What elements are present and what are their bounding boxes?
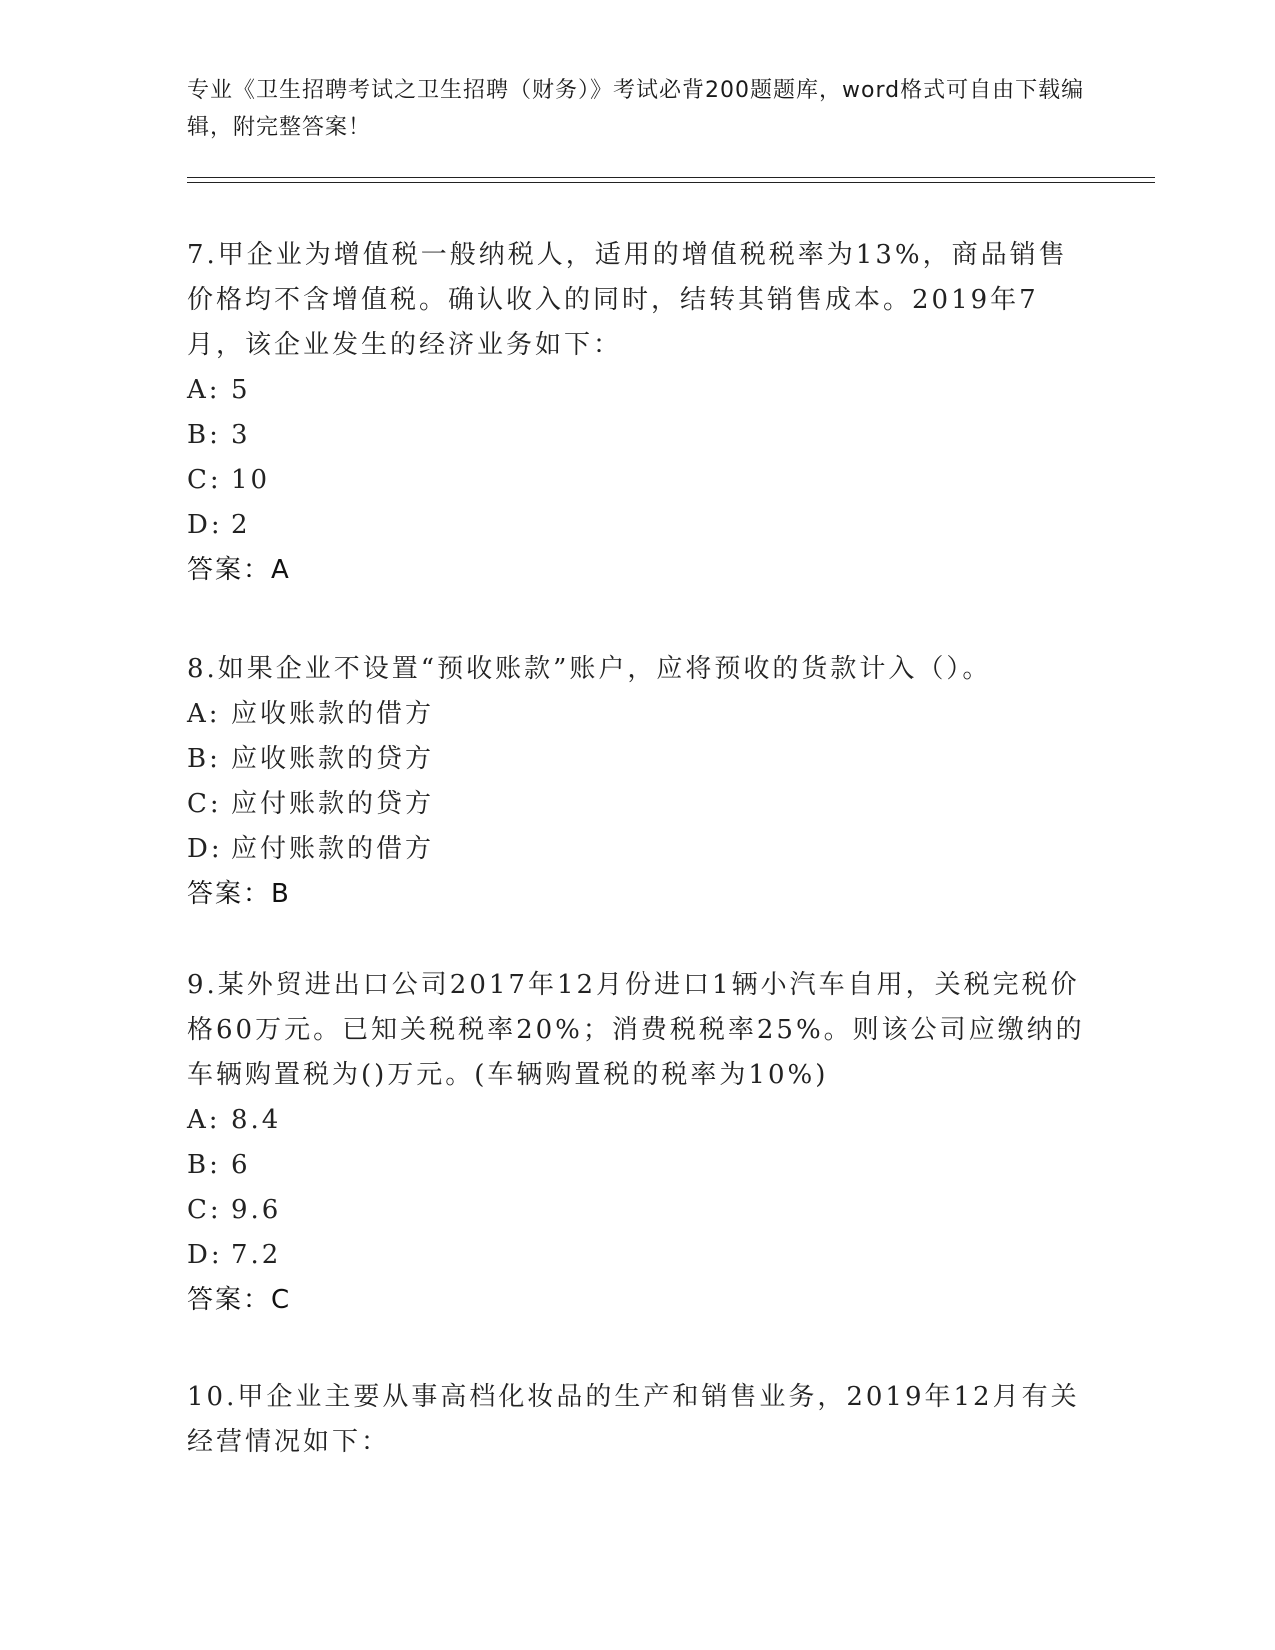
option-text: 9.6 [231,1195,282,1225]
option-d [187,1233,1087,1278]
option-text: 应收账款的借方 [231,699,435,729]
option-letter: C: [187,789,222,819]
answer-line: 答案：C [187,1285,292,1315]
option-letter: C: [187,1195,222,1225]
option-text: 应收账款的贷方 [231,744,435,774]
option-letter: D: [187,834,223,864]
option-d [187,503,1087,548]
option-a [187,692,1087,737]
question-stem: 9.某外贸进出口公司2017年12月份进口1辆小汽车自用，关税完税价格60万元。已知关税税率20%；消费税税率25%。则该公司应缴纳的车辆购置税为()万元。(车辆购置税的税率为10%) [187,970,1085,1090]
option-letter: A: [187,375,221,405]
question-8 [187,647,1087,917]
answer-line: 答案：B [187,879,291,909]
option-b [187,1143,1087,1188]
header-divider-bottom [187,182,1155,183]
option-letter: A: [187,699,221,729]
option-text: 10 [231,465,271,495]
question-9 [187,963,1087,1323]
question-stem: 10.甲企业主要从事高档化妆品的生产和销售业务，2019年12月有关经营情况如下： [187,1382,1080,1457]
header-divider-top [187,177,1155,178]
option-b [187,737,1087,782]
question-7 [187,233,1087,593]
option-letter: B: [187,1150,221,1180]
answer-line: 答案：A [187,555,291,585]
option-letter: D: [187,1240,223,1270]
option-letter: D: [187,510,223,540]
option-letter: B: [187,420,221,450]
option-letter: C: [187,465,222,495]
option-c [187,458,1087,503]
question-stem: 8.如果企业不设置“预收账款”账户，应将预收的货款计入（）。 [187,654,992,684]
option-c [187,782,1087,827]
option-text: 6 [231,1150,251,1180]
option-d [187,827,1087,872]
option-text: 3 [231,420,251,450]
option-letter: A: [187,1105,221,1135]
option-a [187,1098,1087,1143]
option-c [187,1188,1087,1233]
option-letter: B: [187,744,221,774]
option-text: 2 [231,510,251,540]
question-10 [187,1375,1087,1465]
option-text: 应付账款的借方 [231,834,435,864]
option-b [187,413,1087,458]
option-text: 5 [231,375,251,405]
option-text: 8.4 [231,1105,282,1135]
option-text: 7.2 [231,1240,282,1270]
option-a [187,368,1087,413]
document-header: 专业《卫生招聘考试之卫生招聘（财务）》考试必背200题题库，word格式可自由下载编辑，附完整答案！ [187,78,1085,140]
question-stem: 7.甲企业为增值税一般纳税人，适用的增值税税率为13%，商品销售价格均不含增值税。确认收入的同时，结转其销售成本。2019年7月，该企业发生的经济业务如下： [187,240,1068,360]
option-text: 应付账款的贷方 [231,789,435,819]
